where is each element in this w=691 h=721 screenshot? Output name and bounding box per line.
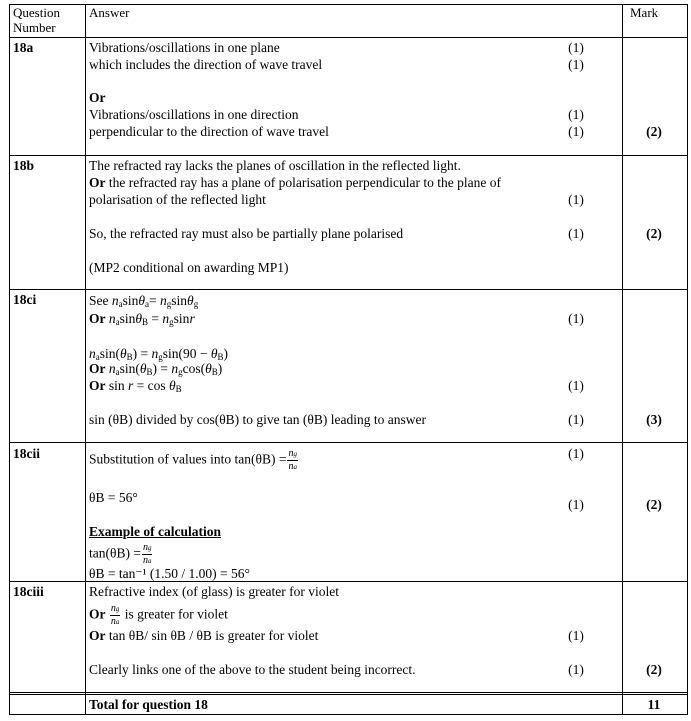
question-mark-total: (3) xyxy=(646,412,662,427)
mark-point: (1) xyxy=(568,57,584,72)
mark-point: (1) xyxy=(568,662,584,677)
question-number: 18a xyxy=(13,40,34,55)
answer-line: Or the refracted ray has a plane of polarisation perpendicular to the plane of xyxy=(89,175,501,190)
header-mark: Mark xyxy=(630,5,659,20)
question-number: 18ci xyxy=(13,292,37,307)
total-label: Total for question 18 xyxy=(89,697,208,712)
answer-line: Vibrations/oscillations in one direction xyxy=(89,107,299,122)
answer-line: θB = 56° xyxy=(89,490,138,505)
answer-line: Or $\frac{ng}{na}$ is greater for violet xyxy=(89,603,228,627)
answer-line: perpendicular to the direction of wave travel xyxy=(89,124,329,139)
row-divider xyxy=(9,442,687,443)
table-border-right xyxy=(687,4,688,715)
question-mark-total: (2) xyxy=(646,497,662,512)
table-border-left xyxy=(9,4,10,715)
equation-line: See $n_a\sin\theta_a= n_g\sin\theta_g$ xyxy=(89,293,199,309)
question-mark-total: (2) xyxy=(646,662,662,677)
mark-point: (1) xyxy=(568,446,584,461)
equation-line: Or $\sin r = \cos \theta_B$ xyxy=(89,378,182,394)
mark-point: (1) xyxy=(568,378,584,393)
equation-line: $n_a\sin(\theta_B) = n_g\sin(90 - \theta_B)$ xyxy=(89,346,229,362)
mark-point: (1) xyxy=(568,311,584,326)
header-question: Question Number xyxy=(13,5,60,35)
answer-line: Refractive index (of glass) is greater for violet xyxy=(89,584,340,599)
or-label: Or xyxy=(89,90,106,105)
equation-line: Or $n_a\sin(\theta_B) = n_g\cos(\theta_B)$ xyxy=(89,361,223,377)
mark-point: (1) xyxy=(568,628,584,643)
question-number: 18ciii xyxy=(13,584,44,599)
mark-point: (1) xyxy=(568,412,584,427)
example-heading: Example of calculation xyxy=(89,524,221,539)
equation-line: θB = tan⁻¹ (1.50 / 1.00) = 56° xyxy=(89,566,250,581)
total-value: 11 xyxy=(647,697,661,712)
answer-line: Substitution of values into tan(θB) = $\frac{ng}{na}$ xyxy=(89,448,297,472)
row-divider-double xyxy=(9,694,687,695)
mark-point: (1) xyxy=(568,497,584,512)
answer-line: Clearly links one of the above to the student being incorrect. xyxy=(89,662,416,677)
column-divider xyxy=(85,4,86,715)
mark-point: (1) xyxy=(568,226,584,241)
answer-line: So, the refracted ray must also be partially plane polarised xyxy=(89,226,404,241)
column-divider xyxy=(622,4,623,715)
question-mark-total: (2) xyxy=(646,124,662,139)
answer-line: which includes the direction of wave travel xyxy=(89,57,323,72)
row-divider xyxy=(9,289,687,290)
question-number: 18cii xyxy=(13,446,40,461)
mark-point: (1) xyxy=(568,40,584,55)
answer-line: Vibrations/oscillations in one plane xyxy=(89,40,280,55)
answer-note: (MP2 conditional on awarding MP1) xyxy=(89,260,289,275)
row-divider xyxy=(9,692,687,693)
answer-line: Or tan θB/ sin θB / θB is greater for violet xyxy=(89,628,319,643)
row-divider xyxy=(9,37,687,38)
answer-line: polarisation of the reflected light xyxy=(89,192,266,207)
equation-line: Or $n_a\sin\theta_B = n_g\sin r$ xyxy=(89,311,195,327)
mark-point: (1) xyxy=(568,107,584,122)
question-number: 18b xyxy=(13,158,35,173)
mark-point: (1) xyxy=(568,192,584,207)
fraction-ng-over-na: $\frac{ng}{na}$ xyxy=(110,603,120,627)
fraction-ng-over-na: $\frac{ng}{na}$ xyxy=(288,448,297,472)
row-divider xyxy=(9,155,687,156)
answer-line: sin (θB) divided by cos(θB) to give tan (θB) leading to answer xyxy=(89,412,426,427)
header-answer: Answer xyxy=(89,5,130,20)
table-border-bottom xyxy=(9,714,687,715)
mark-point: (1) xyxy=(568,124,584,139)
question-mark-total: (2) xyxy=(646,226,662,241)
equation-line: tan(θB) = $\frac{ng}{na}$ xyxy=(89,542,152,566)
fraction-ng-over-na: $\frac{ng}{na}$ xyxy=(142,542,152,566)
answer-line: The refracted ray lacks the planes of oscillation in the reflected light. xyxy=(89,158,461,173)
